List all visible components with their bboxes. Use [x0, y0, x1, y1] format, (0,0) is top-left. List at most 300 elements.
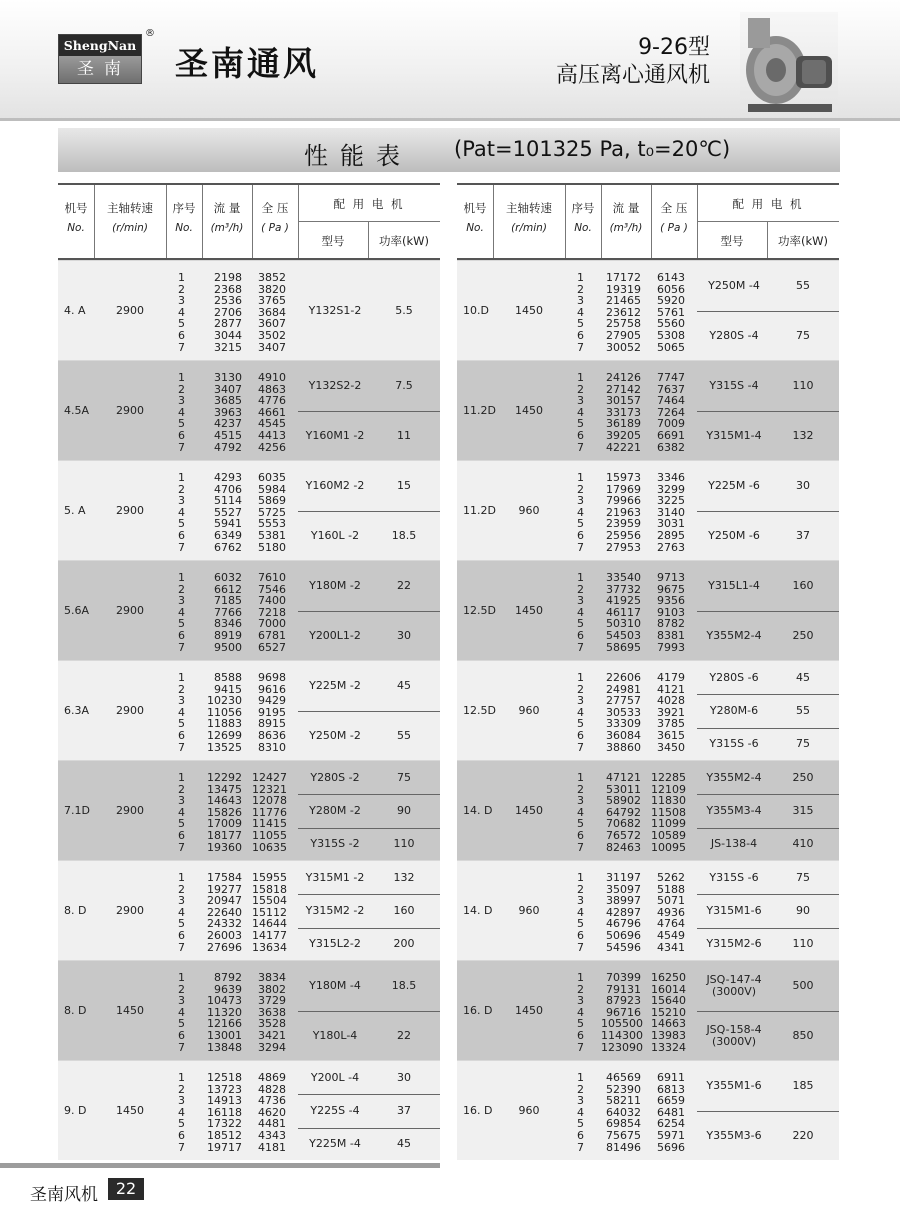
motor-model — [300, 680, 370, 692]
motor-model-name: Y355M3-4 — [706, 804, 762, 817]
row-flow: 7766 — [214, 605, 242, 619]
row-seq: 1 — [178, 971, 185, 984]
motor-power: 45 — [397, 679, 411, 692]
row-pressure: 3607 — [258, 317, 286, 331]
motor-model — [300, 938, 370, 950]
row-pressure: 3225 — [657, 494, 685, 508]
header-speed — [94, 200, 166, 237]
row-flow: 25956 — [606, 529, 641, 542]
row-flow: 21963 — [606, 505, 641, 519]
row-flow: 19277 — [207, 882, 242, 896]
row-seq: 4 — [577, 705, 584, 719]
row-pressure: 6254 — [657, 1117, 685, 1131]
row-flow: 14913 — [207, 1094, 242, 1108]
fan-group — [58, 460, 440, 560]
fan-group — [457, 760, 839, 860]
row-seq: 1 — [577, 871, 584, 884]
machine-number: 10.D — [463, 304, 489, 317]
row-seq: 5 — [577, 917, 584, 931]
row-seq: 1 — [577, 371, 584, 384]
header-motor-divider — [697, 221, 839, 222]
motor-model-name: Y132S2-2 — [308, 379, 362, 392]
motor-model — [300, 530, 370, 542]
motor-model — [699, 838, 769, 850]
row-flow: 7185 — [214, 594, 242, 608]
row-flow: 70399 — [606, 971, 641, 984]
motor-model — [699, 280, 769, 292]
machine-number: 16. D — [463, 1004, 493, 1017]
row-seq: 7 — [178, 940, 185, 954]
machine-number: 7.1D — [64, 804, 90, 817]
motor-power: 37 — [796, 529, 810, 542]
row-seq: 6 — [577, 729, 584, 742]
row-pressure: 14644 — [252, 917, 287, 931]
row-seq: 6 — [577, 429, 584, 442]
row-pressure: 3684 — [258, 305, 286, 319]
row-flow: 14643 — [207, 794, 242, 808]
motor-power: 18.5 — [391, 529, 417, 542]
row-seq: 4 — [577, 1005, 584, 1019]
row-seq: 3 — [577, 1094, 584, 1108]
row-pressure: 8636 — [258, 729, 286, 742]
row-flow: 3044 — [214, 329, 242, 342]
row-seq: 6 — [178, 1129, 185, 1142]
row-seq: 5 — [178, 317, 185, 331]
row-pressure: 7264 — [657, 405, 685, 419]
row-seq: 6 — [178, 829, 185, 842]
motor-model-name: Y315M1 -2 — [305, 870, 365, 884]
company-logo — [58, 34, 142, 84]
row-seq: 4 — [178, 705, 185, 719]
row-seq: 3 — [577, 594, 584, 608]
row-pressure: 6527 — [258, 640, 286, 654]
row-seq: 5 — [577, 717, 584, 731]
motor-model-name: Y160L -2 — [310, 529, 360, 542]
shaft-speed: 1450 — [515, 304, 543, 317]
row-flow: 8346 — [214, 617, 242, 631]
row-seq: 4 — [178, 805, 185, 819]
motor-divider — [298, 1011, 440, 1012]
row-flow: 19717 — [207, 1140, 242, 1154]
row-pressure: 13324 — [651, 1040, 686, 1054]
row-flow: 17584 — [207, 871, 242, 884]
row-flow: 2536 — [214, 294, 242, 308]
row-seq: 4 — [577, 405, 584, 419]
row-seq: 3 — [178, 1094, 185, 1108]
row-pressure: 6659 — [657, 1094, 685, 1108]
header-flow — [601, 200, 651, 237]
motor-power: 90 — [397, 804, 411, 817]
motor-model-name: Y355M2-4 — [706, 770, 762, 784]
row-pressure: 3140 — [657, 505, 685, 519]
row-pressure: 5984 — [258, 482, 286, 496]
row-flow: 30157 — [606, 394, 641, 408]
row-seq: 6 — [178, 529, 185, 542]
row-seq: 4 — [178, 1105, 185, 1119]
row-flow: 2368 — [214, 282, 242, 296]
motor-divider — [697, 794, 839, 795]
row-pressure: 6911 — [657, 1071, 685, 1084]
row-pressure: 11776 — [252, 805, 287, 819]
header-pressure — [252, 200, 298, 237]
motor-power: 15 — [397, 479, 411, 492]
row-flow: 96716 — [606, 1005, 641, 1019]
motor-power: 37 — [397, 1104, 411, 1117]
motor-model-name: Y250M -4 — [708, 279, 760, 292]
row-seq: 7 — [577, 340, 584, 354]
shaft-speed: 960 — [518, 1104, 540, 1117]
motor-divider — [697, 611, 839, 612]
row-pressure: 5725 — [258, 505, 286, 519]
row-pressure: 6481 — [657, 1105, 685, 1119]
row-flow: 17009 — [207, 817, 242, 831]
motor-model — [300, 730, 370, 742]
row-pressure: 3765 — [258, 294, 286, 308]
row-flow: 8919 — [214, 629, 242, 642]
motor-power: 90 — [796, 904, 810, 917]
row-flow: 5941 — [214, 517, 242, 531]
row-flow: 50310 — [606, 617, 641, 631]
fan-group — [58, 760, 440, 860]
row-seq: 2 — [577, 482, 584, 496]
header-machine-no — [457, 200, 493, 237]
row-pressure: 13634 — [252, 940, 287, 954]
motor-divider — [298, 828, 440, 829]
row-flow: 13475 — [207, 782, 242, 796]
fan-group — [457, 360, 839, 460]
row-pressure: 11099 — [651, 817, 686, 831]
row-pressure: 6382 — [657, 440, 685, 454]
row-seq: 2 — [577, 782, 584, 796]
row-seq: 4 — [577, 605, 584, 619]
row-pressure: 8915 — [258, 717, 286, 731]
row-pressure: 4179 — [657, 671, 685, 684]
shaft-speed: 1450 — [116, 1104, 144, 1117]
row-pressure: 5560 — [657, 317, 685, 331]
row-pressure: 5071 — [657, 894, 685, 908]
row-seq: 3 — [178, 894, 185, 908]
header-speed-cn: 主轴转速 — [107, 201, 153, 215]
row-seq: 7 — [577, 1140, 584, 1154]
motor-model-name: Y160M1 -2 — [305, 429, 365, 442]
motor-model-name: Y180M -2 — [309, 579, 361, 592]
motor-model — [699, 738, 769, 750]
row-pressure: 3299 — [657, 482, 685, 496]
row-pressure: 15112 — [252, 905, 287, 919]
performance-table-left — [58, 183, 440, 1160]
row-pressure: 7464 — [657, 394, 685, 408]
motor-divider — [298, 411, 440, 412]
row-flow: 82463 — [606, 840, 641, 854]
header-pressure-cn: 全 压 — [660, 201, 688, 215]
motor-power: 132 — [792, 429, 814, 442]
row-seq: 2 — [577, 882, 584, 896]
row-flow: 12518 — [207, 1071, 242, 1084]
page-number: 22 — [108, 1178, 144, 1200]
row-pressure: 14177 — [252, 929, 287, 942]
row-flow: 15826 — [207, 805, 242, 819]
row-pressure: 2763 — [657, 540, 685, 554]
row-seq: 5 — [577, 617, 584, 631]
row-flow: 35097 — [606, 882, 641, 896]
row-seq: 2 — [577, 1082, 584, 1096]
row-seq: 5 — [577, 817, 584, 831]
motor-model-name: Y315S -2 — [310, 837, 360, 851]
row-flow: 4293 — [214, 471, 242, 484]
row-seq: 1 — [178, 371, 185, 384]
row-pressure: 12321 — [252, 782, 287, 796]
row-flow: 8792 — [214, 971, 242, 984]
motor-power: 30 — [796, 479, 810, 492]
motor-model-name: JSQ-158-4 — [706, 1023, 762, 1036]
shaft-speed: 2900 — [116, 604, 144, 617]
product-title — [556, 34, 710, 90]
row-pressure: 15955 — [252, 871, 287, 884]
row-flow: 23612 — [606, 305, 641, 319]
header-flow-en: (m³/h) — [210, 222, 244, 234]
header-motor-power: 功率(kW) — [378, 234, 429, 248]
motor-model — [699, 974, 769, 998]
row-seq: 1 — [577, 571, 584, 584]
registered-mark: ® — [145, 28, 155, 39]
row-seq: 5 — [178, 417, 185, 431]
row-flow: 4237 — [214, 417, 242, 431]
row-pressure: 3346 — [657, 471, 685, 484]
row-seq: 3 — [577, 994, 584, 1008]
row-seq: 2 — [577, 982, 584, 996]
header-speed — [493, 200, 565, 237]
fan-group — [457, 260, 839, 360]
row-pressure: 11415 — [252, 817, 287, 831]
row-flow: 4706 — [214, 482, 242, 496]
row-flow: 33309 — [606, 717, 641, 731]
row-seq: 1 — [178, 471, 185, 484]
motor-model-name: Y315M1-6 — [706, 904, 762, 917]
row-seq: 5 — [577, 1117, 584, 1131]
row-pressure: 9698 — [258, 671, 286, 684]
row-pressure: 7610 — [258, 571, 286, 584]
row-seq: 3 — [577, 794, 584, 808]
row-seq: 4 — [178, 905, 185, 919]
fan-group — [457, 460, 839, 560]
row-pressure: 16250 — [651, 971, 686, 984]
row-pressure: 6781 — [258, 629, 286, 642]
row-seq: 5 — [178, 717, 185, 731]
header-motor: 配 用 电 机 — [333, 197, 405, 211]
row-seq: 4 — [178, 505, 185, 519]
motor-model — [699, 805, 769, 817]
row-pressure: 3834 — [258, 971, 286, 984]
row-flow: 54596 — [606, 940, 641, 954]
motor-model — [300, 1105, 370, 1117]
row-pressure: 6056 — [657, 282, 685, 296]
row-flow: 3130 — [214, 371, 242, 384]
motor-model-name: Y180M -4 — [309, 979, 361, 992]
row-seq: 4 — [577, 905, 584, 919]
row-pressure: 4121 — [657, 682, 685, 696]
row-pressure: 12427 — [252, 771, 287, 784]
motor-model-name: Y180L-4 — [312, 1029, 358, 1042]
row-flow: 42221 — [606, 440, 641, 454]
table-body — [457, 260, 839, 1160]
row-flow: 50696 — [606, 929, 641, 942]
row-pressure: 7000 — [258, 617, 286, 631]
motor-model — [300, 1030, 370, 1042]
motor-divider — [697, 1111, 839, 1112]
row-flow: 12166 — [207, 1017, 242, 1031]
row-seq: 3 — [577, 394, 584, 408]
motor-model — [300, 480, 370, 492]
row-seq: 4 — [178, 1005, 185, 1019]
motor-model-name: Y250M -2 — [309, 729, 361, 742]
row-seq: 5 — [178, 617, 185, 631]
row-pressure: 9713 — [657, 571, 685, 584]
row-flow: 75675 — [606, 1129, 641, 1142]
motor-model — [300, 772, 370, 784]
shaft-speed: 1450 — [515, 1004, 543, 1017]
row-pressure: 5308 — [657, 329, 685, 342]
row-seq: 2 — [178, 882, 185, 896]
row-pressure: 4549 — [657, 929, 685, 942]
motor-model-name: JS-138-4 — [710, 837, 758, 851]
shaft-speed: 2900 — [116, 704, 144, 717]
machine-number: 11.2D — [463, 404, 496, 417]
row-pressure: 4936 — [657, 905, 685, 919]
row-pressure: 4343 — [258, 1129, 286, 1142]
row-flow: 79966 — [606, 494, 641, 508]
row-pressure: 3615 — [657, 729, 685, 742]
row-pressure: 3921 — [657, 705, 685, 719]
row-flow: 19319 — [606, 282, 641, 296]
motor-divider — [298, 711, 440, 712]
row-seq: 4 — [178, 305, 185, 319]
row-seq: 1 — [577, 1071, 584, 1084]
header-pressure — [651, 200, 697, 237]
row-pressure: 4661 — [258, 405, 286, 419]
row-flow: 114300 — [601, 1029, 643, 1042]
header-machine-no-en: No. — [466, 222, 484, 234]
motor-model — [699, 705, 769, 717]
row-seq: 7 — [577, 1040, 584, 1054]
motor-model — [300, 430, 370, 442]
motor-model-name: Y355M3-6 — [706, 1129, 762, 1142]
row-pressure: 7218 — [258, 605, 286, 619]
fan-group — [58, 360, 440, 460]
row-pressure: 7009 — [657, 417, 685, 431]
motor-model-voltage: (3000V) — [711, 1035, 757, 1048]
motor-power: 315 — [792, 804, 814, 817]
machine-number: 4. A — [64, 304, 86, 317]
row-flow: 27142 — [606, 382, 641, 396]
row-flow: 46796 — [606, 917, 641, 931]
row-pressure: 13983 — [651, 1029, 686, 1042]
row-flow: 23959 — [606, 517, 641, 531]
row-flow: 2198 — [214, 271, 242, 284]
row-seq: 2 — [178, 482, 185, 496]
row-pressure: 4828 — [258, 1082, 286, 1096]
motor-model — [699, 772, 769, 784]
row-seq: 7 — [577, 740, 584, 754]
row-pressure: 4620 — [258, 1105, 286, 1119]
motor-power: 55 — [397, 729, 411, 742]
row-pressure: 11055 — [252, 829, 287, 842]
fan-group — [457, 960, 839, 1060]
motor-model-name: Y225S -4 — [310, 1104, 360, 1117]
row-seq: 7 — [178, 1140, 185, 1154]
fan-group — [457, 560, 839, 660]
row-flow: 6349 — [214, 529, 242, 542]
motor-model — [699, 430, 769, 442]
row-seq: 1 — [178, 671, 185, 684]
motor-divider — [697, 828, 839, 829]
row-pressure: 5262 — [657, 871, 685, 884]
row-flow: 3215 — [214, 340, 242, 354]
row-seq: 1 — [577, 771, 584, 784]
motor-power: 185 — [792, 1079, 814, 1092]
row-flow: 4515 — [214, 429, 242, 442]
row-seq: 7 — [178, 840, 185, 854]
row-pressure: 4863 — [258, 382, 286, 396]
row-pressure: 4764 — [657, 917, 685, 931]
motor-power: 250 — [792, 770, 814, 784]
row-seq: 6 — [178, 1029, 185, 1042]
motor-divider — [298, 794, 440, 795]
row-pressure: 4413 — [258, 429, 286, 442]
header-machine-no-en: No. — [67, 222, 85, 234]
row-pressure: 3785 — [657, 717, 685, 731]
row-seq: 6 — [178, 929, 185, 942]
motor-model — [300, 872, 370, 884]
motor-divider — [697, 311, 839, 312]
motor-model-name: Y280M-6 — [709, 704, 759, 717]
row-pressure: 8782 — [657, 617, 685, 631]
machine-number: 5.6A — [64, 604, 90, 617]
header-flow — [202, 200, 252, 237]
row-pressure: 15818 — [252, 882, 287, 896]
row-seq: 3 — [577, 894, 584, 908]
row-seq: 7 — [178, 640, 185, 654]
header-machine-no — [58, 200, 94, 237]
row-flow: 69854 — [606, 1117, 641, 1131]
row-pressure: 16014 — [651, 982, 686, 996]
row-flow: 87923 — [606, 994, 641, 1008]
fan-group — [58, 560, 440, 660]
row-flow: 46117 — [606, 605, 641, 619]
row-seq: 3 — [178, 794, 185, 808]
fan-group — [58, 860, 440, 960]
row-pressure: 3852 — [258, 271, 286, 284]
row-flow: 19360 — [207, 840, 242, 854]
motor-model-name: Y315S -6 — [709, 737, 759, 751]
row-pressure: 9616 — [258, 682, 286, 696]
motor-model — [300, 305, 370, 317]
header-machine-no-cn: 机号 — [463, 201, 487, 215]
motor-power: 7.5 — [395, 379, 413, 392]
row-flow: 42897 — [606, 905, 641, 919]
header-pressure-en: ( Pa ) — [261, 222, 289, 234]
table-title: 性能表 — [304, 142, 412, 170]
row-seq: 7 — [178, 340, 185, 354]
motor-power: 75 — [796, 329, 810, 342]
shaft-speed: 2900 — [116, 304, 144, 317]
motor-power: 55 — [796, 279, 810, 292]
motor-power: 22 — [397, 579, 411, 592]
row-seq: 5 — [178, 517, 185, 531]
header-seq-no-cn: 序号 — [172, 201, 196, 215]
motor-model-voltage: (3000V) — [711, 985, 757, 998]
row-flow: 18177 — [207, 829, 242, 842]
row-seq: 3 — [178, 294, 185, 308]
